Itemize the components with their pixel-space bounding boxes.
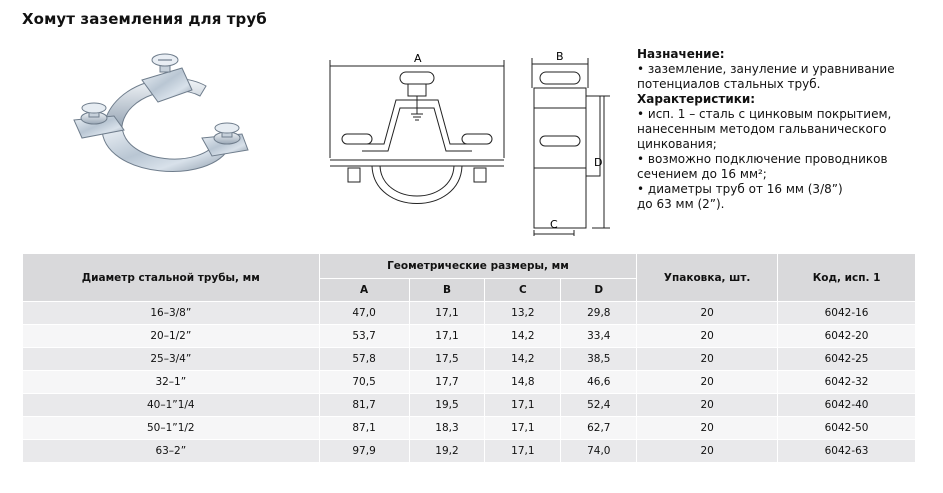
spec-table <box>22 253 916 463</box>
cell-b: 19,2 <box>409 440 485 463</box>
cell-c: 17,1 <box>485 394 561 417</box>
cell-code: 6042-50 <box>778 417 916 440</box>
dimension-label-a: A <box>414 52 422 65</box>
cell-d: 74,0 <box>561 440 637 463</box>
table-row <box>23 371 916 394</box>
table-row <box>23 440 916 463</box>
header-col-c: C <box>485 279 561 302</box>
feature-line: нанесенным методом гальванического <box>637 122 887 136</box>
cell-pack: 20 <box>637 417 778 440</box>
cell-d: 33,4 <box>561 325 637 348</box>
table-row <box>23 325 916 348</box>
cell-diameter: 63–2” <box>23 440 320 463</box>
cell-code: 6042-16 <box>778 302 916 325</box>
clamp-photo <box>62 46 262 196</box>
cell-diameter: 40–1”1/4 <box>23 394 320 417</box>
cell-diameter: 16–3/8” <box>23 302 320 325</box>
cell-code: 6042-25 <box>778 348 916 371</box>
cell-pack: 20 <box>637 302 778 325</box>
cell-pack: 20 <box>637 371 778 394</box>
cell-b: 17,7 <box>409 371 485 394</box>
cell-diameter: 25–3/4” <box>23 348 320 371</box>
dimension-label-d: D <box>594 156 603 169</box>
cell-d: 29,8 <box>561 302 637 325</box>
purpose-heading: Назначение: <box>637 47 725 61</box>
cell-diameter: 20–1/2” <box>23 325 320 348</box>
feature-line: • возможно подключение проводников <box>637 152 888 166</box>
cell-pack: 20 <box>637 394 778 417</box>
table-row <box>23 348 916 371</box>
cell-a: 57,8 <box>319 348 409 371</box>
dimension-label-b: B <box>556 50 564 63</box>
header-geometry: Геометрические размеры, мм <box>319 254 637 279</box>
feature-line: • диаметры труб от 16 мм (3/8”) <box>637 182 843 196</box>
cell-b: 17,1 <box>409 302 485 325</box>
feature-line: цинкования; <box>637 137 717 151</box>
cell-c: 14,2 <box>485 348 561 371</box>
purpose-line: потенциалов стальных труб. <box>637 77 821 91</box>
cell-code: 6042-63 <box>778 440 916 463</box>
table-row <box>23 302 916 325</box>
dimension-drawing <box>322 48 612 238</box>
dimension-label-c: C <box>550 218 558 231</box>
cell-b: 17,5 <box>409 348 485 371</box>
cell-a: 53,7 <box>319 325 409 348</box>
description-block <box>637 47 937 212</box>
spec-table-body <box>23 302 916 463</box>
cell-c: 17,1 <box>485 440 561 463</box>
cell-code: 6042-40 <box>778 394 916 417</box>
header-code: Код, исп. 1 <box>778 254 916 302</box>
cell-a: 70,5 <box>319 371 409 394</box>
cell-a: 97,9 <box>319 440 409 463</box>
cell-d: 52,4 <box>561 394 637 417</box>
cell-diameter: 32–1” <box>23 371 320 394</box>
feature-line: сечением до 16 мм²; <box>637 167 767 181</box>
table-row <box>23 394 916 417</box>
cell-d: 46,6 <box>561 371 637 394</box>
cell-pack: 20 <box>637 348 778 371</box>
feature-line: • исп. 1 – сталь с цинковым покрытием, <box>637 107 892 121</box>
table-row <box>23 417 916 440</box>
cell-b: 18,3 <box>409 417 485 440</box>
header-col-a: A <box>319 279 409 302</box>
cell-pack: 20 <box>637 440 778 463</box>
cell-diameter: 50–1”1/2 <box>23 417 320 440</box>
cell-b: 17,1 <box>409 325 485 348</box>
header-pack: Упаковка, шт. <box>637 254 778 302</box>
purpose-line: • заземление, зануление и уравнивание <box>637 62 895 76</box>
cell-a: 81,7 <box>319 394 409 417</box>
cell-d: 38,5 <box>561 348 637 371</box>
header-col-d: D <box>561 279 637 302</box>
features-heading: Характеристики: <box>637 92 756 106</box>
header-diameter: Диаметр стальной трубы, мм <box>23 254 320 302</box>
cell-c: 17,1 <box>485 417 561 440</box>
page-title: Хомут заземления для труб <box>22 10 267 28</box>
cell-code: 6042-20 <box>778 325 916 348</box>
cell-a: 47,0 <box>319 302 409 325</box>
cell-c: 14,2 <box>485 325 561 348</box>
cell-pack: 20 <box>637 325 778 348</box>
feature-line: до 63 мм (2”). <box>637 197 725 211</box>
cell-d: 62,7 <box>561 417 637 440</box>
cell-code: 6042-32 <box>778 371 916 394</box>
cell-c: 13,2 <box>485 302 561 325</box>
cell-b: 19,5 <box>409 394 485 417</box>
cell-c: 14,8 <box>485 371 561 394</box>
cell-a: 87,1 <box>319 417 409 440</box>
header-col-b: B <box>409 279 485 302</box>
